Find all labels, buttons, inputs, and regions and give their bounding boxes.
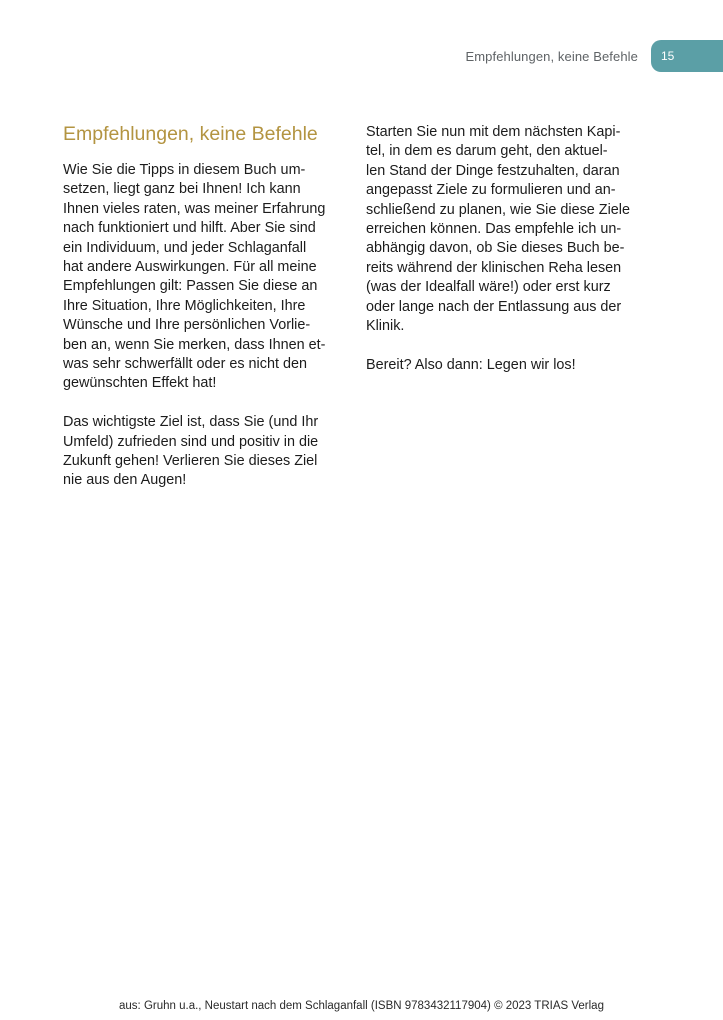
page-number: 15 [661,49,675,63]
text-line: reits während der klinischen Reha lesen [366,259,622,276]
text-line: Wünsche und Ihre persönlichen Vorlie- [63,317,311,334]
text-line: Ihre Situation, Ihre Möglichkeiten, Ihre [63,297,306,314]
text-line: Starten Sie nun mit dem nächsten Kapi- [366,124,621,140]
text-line: Ihnen vieles raten, was meiner Erfahrung [63,200,326,217]
text-line: ben an, wenn Sie merken, dass Ihnen et- [63,336,326,353]
text-line: (was der Idealfall wäre!) oder erst kurz [366,279,611,296]
text-line: was sehr schwerfällt oder es nicht den [63,356,307,373]
text-line: schließend zu planen, wie Sie diese Ziele [366,201,630,218]
text-line: Wie Sie die Tipps in diesem Buch um- [63,162,306,178]
paragraph [63,413,338,491]
text-line: setzen, liegt ganz bei Ihnen! Ich kann [63,181,301,198]
text-line: Klinik. [366,318,405,335]
text-line: Bereit? Also dann: Legen wir los! [366,356,576,373]
running-head: Empfehlungen, keine Befehle [465,49,638,64]
text-line: len Stand der Dinge festzuhalten, daran [366,162,620,179]
paragraph [63,161,338,394]
page-number-tab [651,40,723,72]
text-line: tel, in dem es darum geht, den aktuel- [366,143,608,160]
text-line: gewünschten Effekt hat! [63,375,217,392]
text-line: Das wichtigste Ziel ist, dass Sie (und Ihr [63,414,319,431]
right-column [366,123,641,395]
text-line: Zukunft gehen! Verlieren Sie dieses Ziel [63,453,318,470]
text-line: ein Individuum, und jeder Schlaganfall [63,239,307,256]
text-line: angepasst Ziele zu formulieren und an- [366,182,616,199]
text-line: erreichen können. Das empfehle ich un- [366,221,622,238]
text-line: nach funktioniert und hilft. Aber Sie sind [63,220,316,237]
text-line: Umfeld) zufrieden sind und positiv in die [63,433,319,450]
section-heading: Empfehlungen, keine Befehle [63,123,318,145]
text-line: nie aus den Augen! [63,472,187,489]
footer-citation: aus: Gruhn u.a., Neustart nach dem Schlaganfall (ISBN 9783432117904) © 2023 TRIAS Verlag [119,1000,604,1012]
text-line: abhängig davon, ob Sie dieses Buch be- [366,240,625,257]
left-column [63,123,338,510]
paragraph [366,356,641,375]
text-line: Empfehlungen gilt: Passen Sie diese an [63,278,318,295]
text-line: oder lange nach der Entlassung aus der [366,298,622,315]
paragraph [366,123,641,336]
text-line: hat andere Auswirkungen. Für all meine [63,259,317,276]
